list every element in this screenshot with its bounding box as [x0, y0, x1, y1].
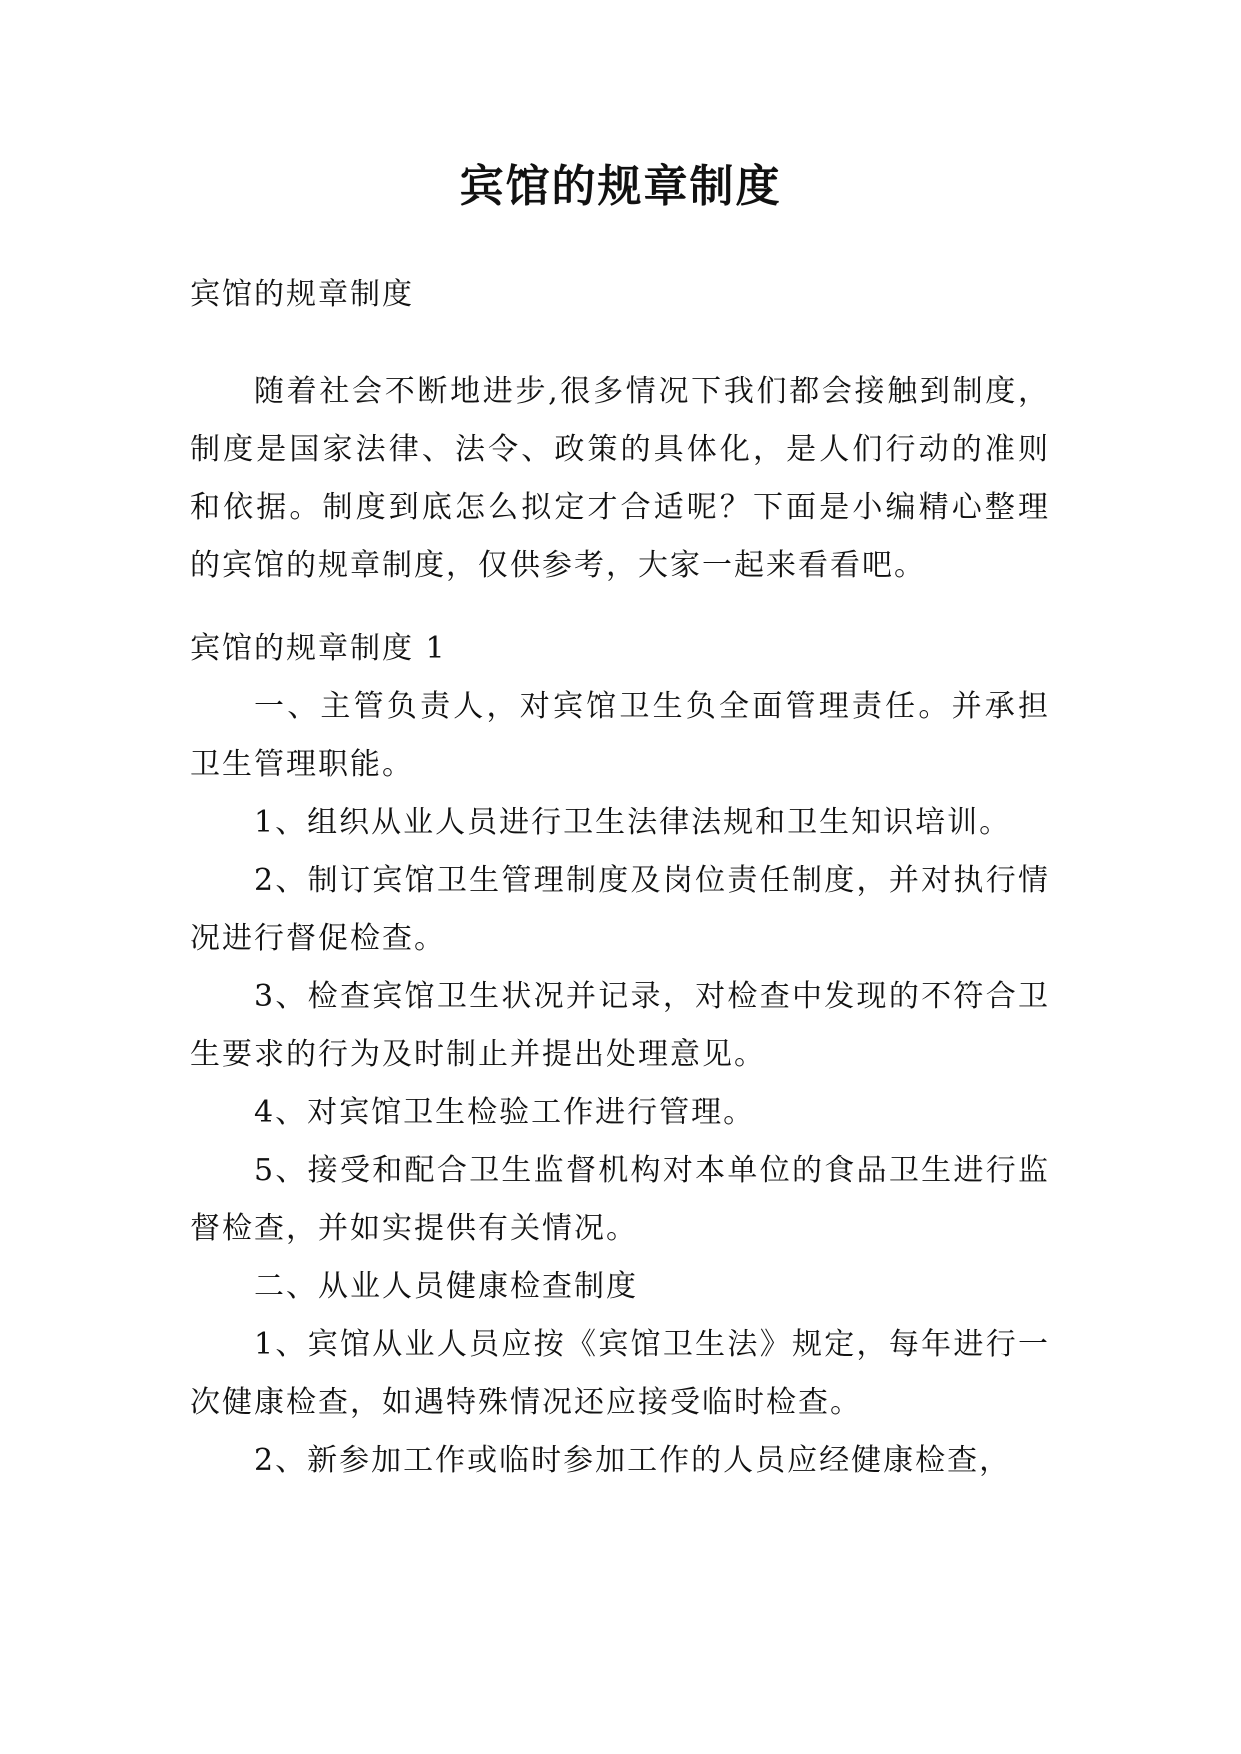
section-1 [190, 620, 1050, 1490]
paragraph: 一、主管负责人，对宾馆卫生负全面管理责任。并承担卫生管理职能。 [190, 689, 1050, 782]
document-title: 宾馆的规章制度 [459, 161, 782, 212]
subtitle-block [190, 266, 1050, 324]
paragraph: 2、新参加工作或临时参加工作的人员应经健康检查， [254, 1443, 1012, 1478]
paragraph: 5、接受和配合卫生监督机构对本单位的食品卫生进行监督检查，并如实提供有关情况。 [190, 1153, 1050, 1246]
intro-paragraph: 随着社会不断地进步,很多情况下我们都会接触到制度，制度是国家法律、法令、政策的具体化，是人们行动的准则和依据。制度到底怎么拟定才合适呢？下面是小编精心整理的宾馆的规章制度，仅供参考，大家一起来看看吧。 [190, 374, 1050, 583]
document-subtitle: 宾馆的规章制度 [190, 277, 414, 312]
paragraph: 二、从业人员健康检查制度 [254, 1269, 638, 1304]
paragraph: 4、对宾馆卫生检验工作进行管理。 [254, 1095, 756, 1130]
paragraph: 1、宾馆从业人员应按《宾馆卫生法》规定，每年进行一次健康检查，如遇特殊情况还应接受临时检查。 [190, 1327, 1050, 1420]
paragraph: 3、检查宾馆卫生状况并记录，对检查中发现的不符合卫生要求的行为及时制止并提出处理意见。 [190, 979, 1050, 1072]
paragraph: 1、组织从业人员进行卫生法律法规和卫生知识培训。 [254, 805, 1012, 840]
intro-block [190, 363, 1050, 595]
section-heading: 宾馆的规章制度 1 [190, 631, 447, 666]
paragraph: 2、制订宾馆卫生管理制度及岗位责任制度，并对执行情况进行督促检查。 [190, 863, 1050, 956]
